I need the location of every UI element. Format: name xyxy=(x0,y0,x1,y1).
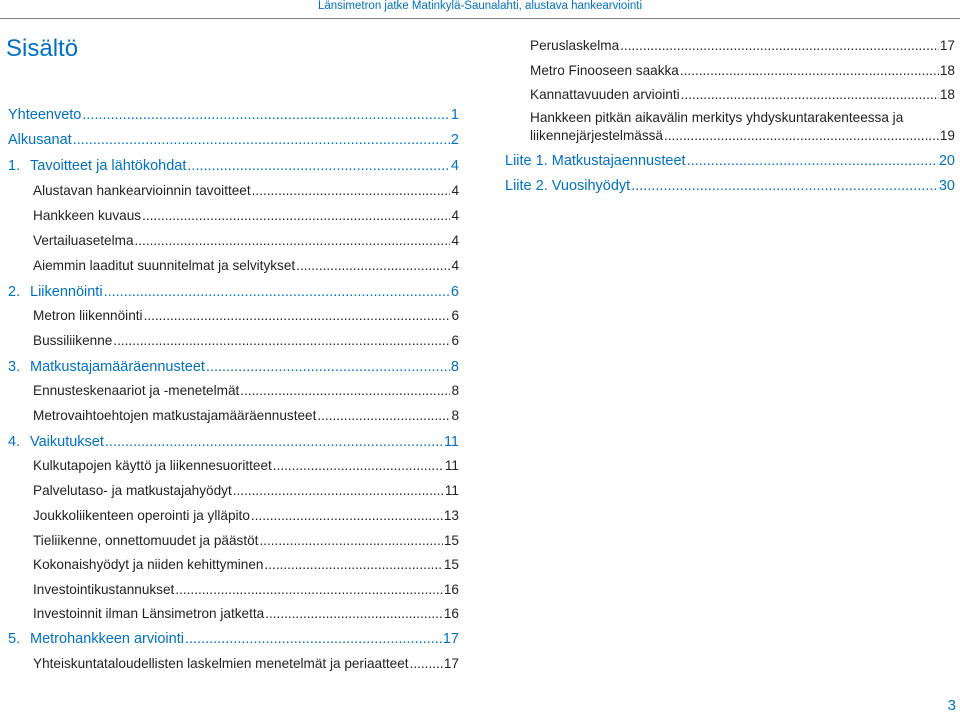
toc-entry[interactable] xyxy=(8,434,459,450)
toc-leader xyxy=(620,38,939,53)
toc-label: Investoinnit ilman Länsimetron jatketta xyxy=(33,606,265,621)
toc-page: 17 xyxy=(443,656,459,671)
toc-label: Bussiliikenne xyxy=(33,333,113,348)
toc-number: 2. xyxy=(8,284,21,300)
toc-entry[interactable] xyxy=(33,258,459,273)
toc-leader xyxy=(687,153,938,169)
toc-number: 4. xyxy=(8,434,21,450)
toc-label: Liite 1. Matkustajaennusteet xyxy=(505,153,686,169)
toc-label: Investointikustannukset xyxy=(33,582,175,597)
toc-label: Yhteiskuntataloudellisten laskelmien menetelmät ja periaatteet xyxy=(33,656,409,671)
toc-leader xyxy=(410,656,443,671)
toc-leader xyxy=(175,582,443,597)
toc-page: 8 xyxy=(451,383,459,398)
toc-label: Peruslaskelma xyxy=(530,38,620,53)
toc-entry[interactable] xyxy=(8,631,459,647)
toc-label: Alkusanat xyxy=(8,132,72,148)
toc-page: 11 xyxy=(444,483,459,498)
toc-page: 13 xyxy=(443,508,459,523)
toc-page: 17 xyxy=(442,631,459,647)
toc-page: 11 xyxy=(444,458,459,473)
page-number: 3 xyxy=(947,697,956,714)
toc-leader xyxy=(681,87,939,102)
toc-leader xyxy=(135,233,451,248)
toc-leader xyxy=(113,333,450,348)
toc-leader xyxy=(206,359,450,375)
toc-label: Palvelutaso- ja matkustajahyödyt xyxy=(33,483,232,498)
toc-leader xyxy=(104,284,450,300)
toc-label: Tieliikenne, onnettomuudet ja päästöt xyxy=(33,533,259,548)
toc-label: Kannattavuuden arviointi xyxy=(530,87,680,102)
toc-leader xyxy=(82,107,450,123)
toc-page: 1 xyxy=(450,107,459,123)
toc-entry[interactable] xyxy=(33,333,459,348)
toc-label: Hankkeen kuvaus xyxy=(33,208,142,223)
toc-entry[interactable] xyxy=(530,87,955,102)
toc-leader xyxy=(251,508,443,523)
toc-label-text: Liikennöinti xyxy=(30,284,103,300)
toc-entry[interactable] xyxy=(33,606,459,621)
toc-leader xyxy=(185,631,442,647)
toc-page: 6 xyxy=(451,308,459,323)
toc-leader xyxy=(142,208,450,223)
toc-entry[interactable] xyxy=(33,383,459,398)
toc-label: Aiemmin laaditut suunnitelmat ja selvitykset xyxy=(33,258,296,273)
toc-entry[interactable] xyxy=(505,178,955,194)
toc-label xyxy=(8,158,186,174)
toc-page: 4 xyxy=(451,258,459,273)
toc-page: 6 xyxy=(451,333,459,348)
toc-page: 30 xyxy=(938,178,955,194)
toc-leader xyxy=(187,158,450,174)
toc-label xyxy=(8,434,104,450)
toc-leader xyxy=(264,557,442,572)
page-title: Sisältö xyxy=(6,35,79,62)
toc-entry[interactable] xyxy=(8,359,459,375)
toc-page: 20 xyxy=(938,153,955,169)
toc-label: Metron liikennöinti xyxy=(33,308,143,323)
toc-page: 8 xyxy=(451,408,459,423)
toc-page: 4 xyxy=(450,158,459,174)
toc-label: Metrovaihtoehtojen matkustajamääräennusteet xyxy=(33,408,317,423)
toc-page: 2 xyxy=(450,132,459,148)
toc-entry[interactable] xyxy=(33,557,459,572)
toc-label: liikennejärjestelmässä xyxy=(530,128,663,143)
toc-page: 11 xyxy=(443,434,459,450)
toc-leader xyxy=(73,132,450,148)
toc-label-text: Matkustajamääräennusteet xyxy=(30,359,205,375)
toc-page: 4 xyxy=(451,183,459,198)
toc-page: 18 xyxy=(939,63,955,78)
toc-entry[interactable] xyxy=(33,183,459,198)
toc-label: Kokonaishyödyt ja niiden kehittyminen xyxy=(33,557,264,572)
toc-label: Yhteenveto xyxy=(8,107,82,123)
toc-page: 16 xyxy=(443,582,459,597)
toc-leader xyxy=(233,483,444,498)
toc-label xyxy=(8,631,184,647)
toc-leader xyxy=(240,383,450,398)
toc-leader xyxy=(259,533,442,548)
toc-leader xyxy=(265,606,443,621)
toc-label xyxy=(8,359,205,375)
toc-number: 3. xyxy=(8,359,21,375)
toc-page: 15 xyxy=(443,533,459,548)
toc-entry[interactable] xyxy=(530,63,955,78)
toc-entry[interactable] xyxy=(33,582,459,597)
toc-leader xyxy=(296,258,450,273)
toc-entry[interactable] xyxy=(8,158,459,174)
toc-page: 4 xyxy=(451,233,459,248)
toc-leader xyxy=(273,458,444,473)
toc-entry[interactable] xyxy=(33,483,459,498)
toc-page: 4 xyxy=(451,208,459,223)
toc-leader xyxy=(664,128,939,143)
toc-entry[interactable] xyxy=(33,508,459,523)
toc-label-text: Metrohankkeen arviointi xyxy=(30,631,184,647)
toc-label-text: Tavoitteet ja lähtökohdat xyxy=(30,158,187,174)
toc-label: Ennusteskenaariot ja -menetelmät xyxy=(33,383,240,398)
toc-leader xyxy=(317,408,450,423)
toc-page: 19 xyxy=(939,128,955,143)
toc-entry[interactable] xyxy=(33,533,459,548)
toc-label: Alustavan hankearvioinnin tavoitteet xyxy=(33,183,251,198)
toc-page: 15 xyxy=(443,557,459,572)
toc-entry[interactable] xyxy=(8,107,459,123)
toc-label: Metro Finooseen saakka xyxy=(530,63,679,78)
toc-label: Vertailuasetelma xyxy=(33,233,134,248)
toc-page: 16 xyxy=(443,606,459,621)
toc-entry[interactable] xyxy=(33,308,459,323)
toc-entry[interactable] xyxy=(33,656,459,671)
toc-label: Liite 2. Vuosihyödyt xyxy=(505,178,631,194)
toc-entry[interactable] xyxy=(8,132,459,148)
toc-entry[interactable] xyxy=(33,408,459,423)
toc-number: 5. xyxy=(8,631,21,647)
toc-page: 17 xyxy=(939,38,955,53)
toc-leader xyxy=(105,434,443,450)
toc-page: 18 xyxy=(939,87,955,102)
toc-label: Joukkoliikenteen operointi ja ylläpito xyxy=(33,508,250,523)
toc-entry[interactable] xyxy=(33,458,459,473)
toc-entry-line[interactable]: Hankkeen pitkän aikavälin merkitys yhdyskuntarakenteessa ja xyxy=(530,110,904,125)
toc-page: 8 xyxy=(450,359,459,375)
header-divider xyxy=(0,18,960,19)
toc-leader xyxy=(252,183,451,198)
running-header: Länsimetron jatke Matinkylä-Saunalahti, alustava hankearviointi xyxy=(317,0,643,12)
toc-label-text: Vaikutukset xyxy=(30,434,104,450)
toc-entry[interactable] xyxy=(33,233,459,248)
toc-number: 1. xyxy=(8,158,21,174)
toc-leader xyxy=(680,63,939,78)
toc-entry[interactable] xyxy=(8,284,459,300)
toc-label: Kulkutapojen käyttö ja liikennesuoritteet xyxy=(33,458,272,473)
toc-entry[interactable] xyxy=(530,128,955,143)
toc-entry[interactable] xyxy=(530,38,955,53)
toc-page: 6 xyxy=(450,284,459,300)
toc-entry[interactable] xyxy=(33,208,459,223)
toc-leader xyxy=(631,178,938,194)
toc-entry[interactable] xyxy=(505,153,955,169)
toc-leader xyxy=(144,308,451,323)
toc-label xyxy=(8,284,103,300)
